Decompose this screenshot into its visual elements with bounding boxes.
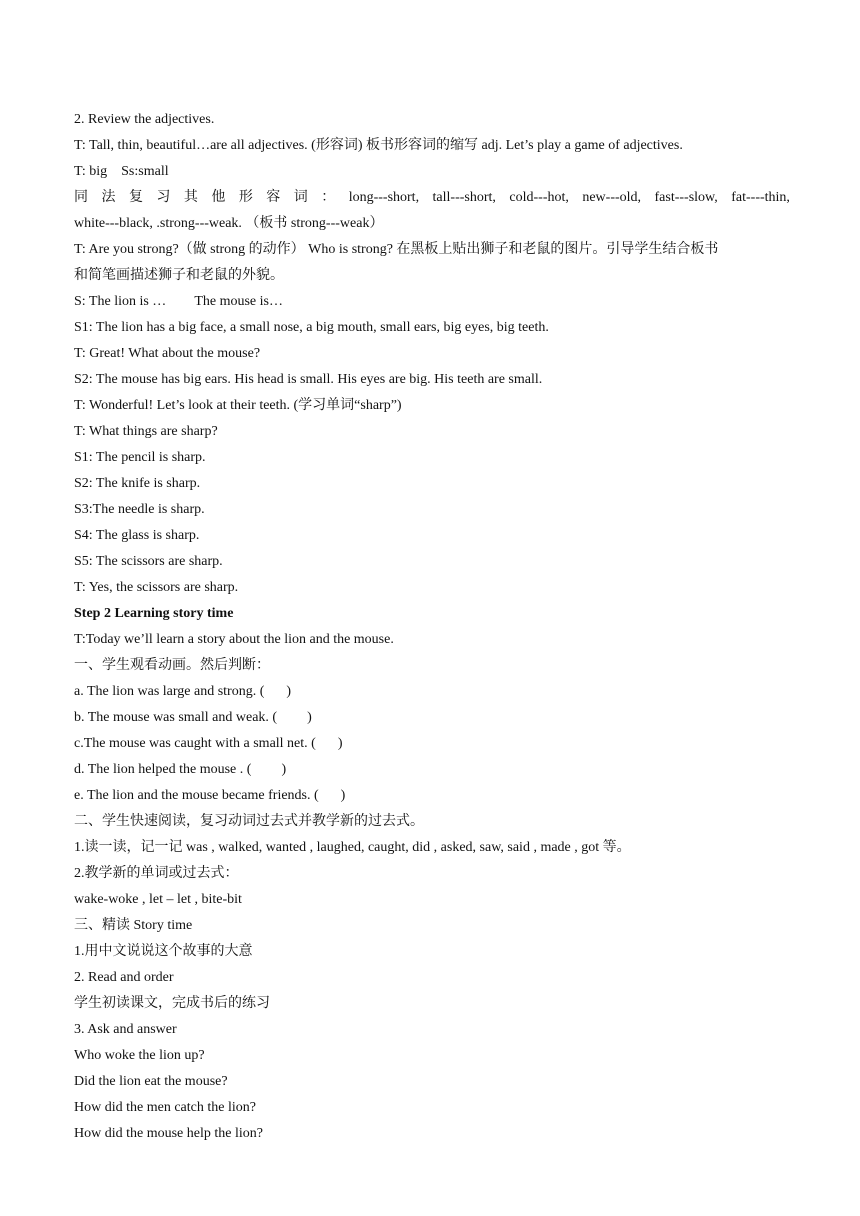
- section-one-heading: 一、学生观看动画。然后判断：: [74, 658, 270, 673]
- judge-item-c-close: ): [337, 736, 343, 751]
- judge-item-e: [74, 783, 790, 809]
- student-prompt-line: [74, 289, 790, 315]
- review-pair-word: cold---hot,: [509, 190, 569, 205]
- new-words-list: wake-woke , let – let , bite-bit: [74, 892, 242, 907]
- sharp-question: T: What things are sharp?: [74, 424, 218, 439]
- judge-item-e-text: e. The lion and the mouse became friends. (: [74, 788, 319, 803]
- judge-item-d: [74, 757, 790, 783]
- lion-description: S1: The lion has a big face, a small nose, a big mouth, small ears, big eyes, big teeth.: [74, 320, 549, 335]
- section-three-heading: 三、精读 Story time: [74, 918, 193, 933]
- sharp-answer-4: S4: The glass is sharp.: [74, 528, 200, 543]
- judge-item-a-close: ): [286, 684, 292, 699]
- lion-prompt: S: The lion is …: [74, 294, 167, 309]
- sharp-answer-2: S2: The knife is sharp.: [74, 476, 201, 491]
- review-pair-word: fat----thin,: [731, 190, 790, 205]
- read-and-order: 2. Read and order: [74, 970, 174, 985]
- teeth-line: T: Wonderful! Let’s look at their teeth. (学习单词“sharp”): [74, 398, 402, 413]
- sharp-answer-1: S1: The pencil is sharp.: [74, 450, 206, 465]
- review-pair-word: 复: [128, 190, 143, 205]
- past-tense-review: 1.读一读，记一记 was , walked, wanted , laughed, caught, did , asked, saw, said , made , got 等。: [74, 840, 631, 855]
- judge-item-c: [74, 731, 790, 757]
- judge-item-d-close: ): [281, 762, 287, 777]
- review-pair-word: new---old,: [582, 190, 642, 205]
- review-pairs-line: [74, 185, 790, 211]
- big-small-line: [74, 159, 790, 185]
- review-pairs-cont: white---black, .strong---weak. （板书 strong---weak）: [74, 216, 384, 231]
- review-heading: 2. Review the adjectives.: [74, 112, 215, 127]
- mouse-description: S2: The mouse has big ears. His head is small. His eyes are big. His teeth are small.: [74, 372, 543, 387]
- mouse-prompt: The mouse is…: [194, 294, 283, 309]
- exercise-task: 学生初读课文，完成书后的练习: [74, 996, 270, 1011]
- sharp-answer-3: S3:The needle is sharp.: [74, 502, 205, 517]
- ask-and-answer: 3. Ask and answer: [74, 1022, 177, 1037]
- question-1: Who woke the lion up?: [74, 1048, 205, 1063]
- review-pair-word: fast---slow,: [654, 190, 718, 205]
- new-words-heading: 2.教学新的单词或过去式：: [74, 866, 239, 881]
- judge-item-b-text: b. The mouse was small and weak. (: [74, 710, 278, 725]
- judge-item-d-text: d. The lion helped the mouse . (: [74, 762, 252, 777]
- teacher-big: T: big: [74, 164, 108, 179]
- review-pair-word: 形: [238, 190, 253, 205]
- review-pair-word: 其: [183, 190, 198, 205]
- students-small: Ss:small: [121, 164, 169, 179]
- story-summary-task: 1.用中文说说这个故事的大意: [74, 944, 253, 959]
- review-pair-word: tall---short,: [432, 190, 496, 205]
- mouse-question: T: Great! What about the mouse?: [74, 346, 261, 361]
- document-body: [74, 107, 790, 1147]
- strong-question: T: Are you strong?（做 strong 的动作） Who is strong? 在黑板上贴出狮子和老鼠的图片。引导学生结合板书: [74, 242, 719, 257]
- teacher-confirm: T: Yes, the scissors are sharp.: [74, 580, 239, 595]
- judge-item-a: [74, 679, 790, 705]
- question-4: How did the mouse help the lion?: [74, 1126, 263, 1141]
- judge-item-a-text: a. The lion was large and strong. (: [74, 684, 265, 699]
- question-3: How did the men catch the lion?: [74, 1100, 256, 1115]
- review-pair-word: 词: [293, 190, 308, 205]
- review-pair-word: 法: [101, 190, 116, 205]
- story-intro: T:Today we’ll learn a story about the lion and the mouse.: [74, 632, 394, 647]
- judge-item-b-close: ): [307, 710, 312, 725]
- review-pair-word: 他: [211, 190, 226, 205]
- judge-item-b: [74, 705, 790, 731]
- review-pair-word: long---short,: [348, 190, 420, 205]
- sharp-answer-5: S5: The scissors are sharp.: [74, 554, 223, 569]
- review-pair-word: 同: [74, 190, 88, 205]
- judge-item-c-text: c.The mouse was caught with a small net. (: [74, 736, 316, 751]
- section-two-heading: 二、学生快速阅读，复习动词过去式并教学新的过去式。: [74, 814, 424, 829]
- adjectives-intro: T: Tall, thin, beautiful…are all adjectives. (形容词) 板书形容词的缩写 adj. Let’s play a game of adjectives.: [74, 138, 683, 153]
- judge-item-e-close: ): [340, 788, 346, 803]
- review-pair-word: 习: [156, 190, 171, 205]
- strong-question-cont: 和简笔画描述狮子和老鼠的外貌。: [74, 268, 284, 283]
- review-pair-word: ：: [321, 190, 336, 205]
- question-2: Did the lion eat the mouse?: [74, 1074, 228, 1089]
- review-pair-word: 容: [266, 190, 281, 205]
- step2-heading: Step 2 Learning story time: [74, 606, 234, 621]
